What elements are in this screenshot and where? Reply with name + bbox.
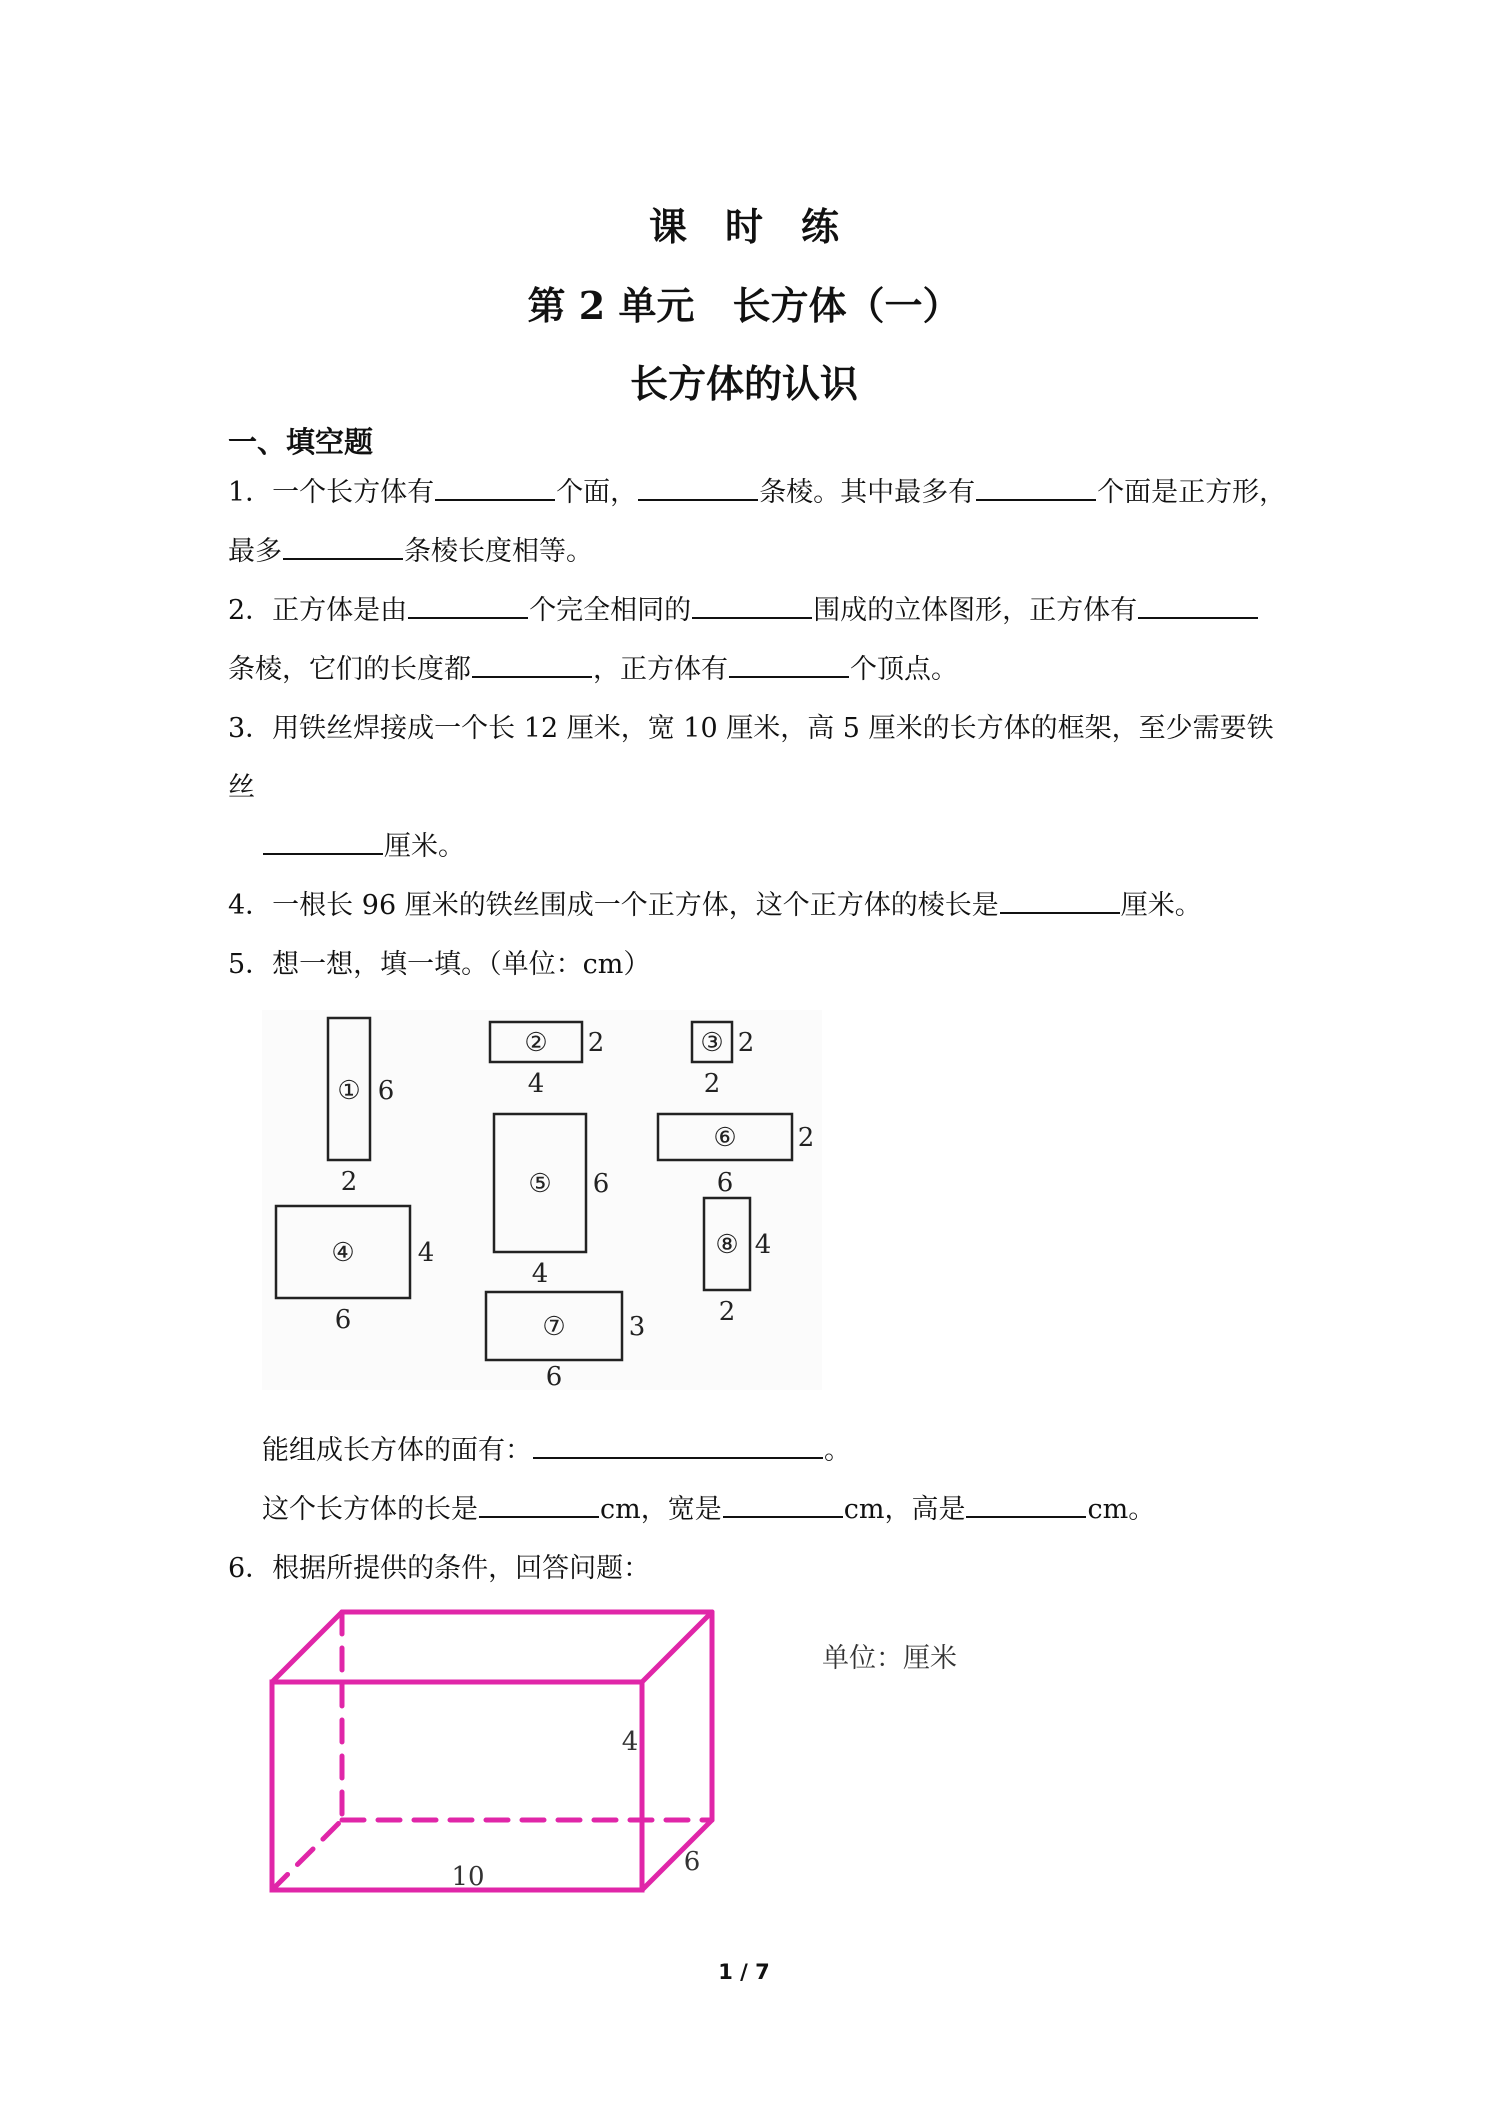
- q1-text: 条棱。其中最多有: [759, 477, 976, 508]
- q5-text: cm，高是: [843, 1494, 966, 1525]
- answer-blank[interactable]: [638, 473, 758, 501]
- q2-text: 条棱，它们的长度都: [228, 654, 471, 685]
- face-height: 3: [628, 1312, 646, 1342]
- face-width: 6: [716, 1168, 734, 1198]
- width-label: 6: [683, 1847, 701, 1877]
- face-label: ③: [700, 1028, 724, 1058]
- question-5-answer-1: [262, 1428, 851, 1467]
- face-label: ⑤: [528, 1169, 552, 1199]
- question-2-line-1: [228, 588, 1259, 627]
- face-width: 2: [718, 1297, 736, 1327]
- question-4: [228, 883, 1202, 922]
- question-3-line-3: [262, 824, 465, 863]
- face-height: 4: [754, 1230, 772, 1260]
- q2-text: 个顶点。: [850, 654, 958, 685]
- q2-text: 围成的立体图形，正方体有: [813, 595, 1138, 626]
- answer-blank[interactable]: [479, 1490, 599, 1518]
- q5-text: 能组成长方体的面有：: [262, 1435, 532, 1466]
- answer-blank[interactable]: [1000, 886, 1120, 914]
- cuboid-figure: [260, 1600, 740, 1900]
- answer-blank[interactable]: [729, 650, 849, 678]
- answer-blank[interactable]: [533, 1431, 823, 1459]
- length-label: 10: [451, 1862, 485, 1892]
- face-width: 6: [545, 1362, 563, 1390]
- face-label: ④: [331, 1238, 355, 1268]
- height-label: 4: [621, 1727, 639, 1757]
- face-width: 6: [334, 1305, 352, 1335]
- answer-blank[interactable]: [1138, 591, 1258, 619]
- faces-figure: [262, 1010, 822, 1390]
- answer-blank[interactable]: [966, 1490, 1086, 1518]
- answer-blank[interactable]: [723, 1490, 843, 1518]
- answer-blank[interactable]: [472, 650, 592, 678]
- lesson-title: 长方体的认识: [629, 361, 858, 406]
- q1-text: 个面是正方形，: [1097, 477, 1287, 508]
- page-number: 1 / 7: [718, 1960, 770, 1984]
- answer-blank[interactable]: [408, 591, 528, 619]
- question-3-line-1: 3．用铁丝焊接成一个长 12 厘米，宽 10 厘米，高 5 厘米的长方体的框架，至少需要铁: [228, 713, 1274, 744]
- face-width: 2: [703, 1069, 721, 1099]
- question-3-line-2: 丝: [228, 772, 255, 803]
- q1-text: 个面，: [556, 477, 638, 508]
- face-height: 6: [377, 1076, 395, 1106]
- face-height: 2: [797, 1123, 815, 1153]
- q2-text: 个完全相同的: [529, 595, 692, 626]
- answer-blank[interactable]: [283, 532, 403, 560]
- face-label: ①: [337, 1076, 361, 1106]
- cuboid-edge: [272, 1612, 342, 1682]
- q3-text: 厘米。: [384, 831, 465, 862]
- face-height: 2: [587, 1028, 605, 1058]
- unit-note: 单位：厘米: [822, 1643, 957, 1674]
- q5-text: 。: [824, 1435, 851, 1466]
- answer-blank[interactable]: [692, 591, 812, 619]
- face-label: ⑦: [542, 1312, 566, 1342]
- question-1-line-1: [228, 470, 1286, 509]
- q5-text: cm。: [1087, 1494, 1156, 1525]
- face-height: 6: [592, 1169, 610, 1199]
- question-5: 5．想一想，填一填。（单位：cm）: [228, 949, 651, 980]
- answer-blank[interactable]: [435, 473, 555, 501]
- face-height: 2: [737, 1028, 755, 1058]
- q5-text: cm，宽是: [600, 1494, 722, 1525]
- question-6: 6．根据所提供的条件，回答问题：: [228, 1553, 651, 1584]
- page-title: 课 时 练: [648, 204, 839, 249]
- cuboid-edge: [642, 1820, 712, 1890]
- q1-text: 最多: [228, 536, 282, 567]
- q4-text: 4．一根长 96 厘米的铁丝围成一个正方体，这个正方体的棱长是: [228, 890, 999, 921]
- question-1-line-2: [228, 529, 593, 568]
- face-label: ⑧: [715, 1230, 739, 1260]
- q2-text: 2．正方体是由: [228, 595, 408, 626]
- q4-text: 厘米。: [1120, 890, 1202, 921]
- question-5-answer-2: [262, 1487, 1155, 1526]
- face-width: 4: [531, 1259, 549, 1289]
- cuboid-front-face: [272, 1682, 642, 1890]
- unit-title: 第 2 单元 长方体（一）: [527, 283, 961, 328]
- cuboid-hidden-edge: [272, 1820, 342, 1890]
- q1-text: 1．一个长方体有: [228, 477, 435, 508]
- q2-text: ，正方体有: [593, 654, 728, 685]
- question-2-line-2: [228, 647, 958, 686]
- answer-blank[interactable]: [976, 473, 1096, 501]
- cuboid-edge: [642, 1612, 712, 1682]
- face-width: 2: [340, 1167, 358, 1197]
- face-width: 4: [527, 1069, 545, 1099]
- q1-text: 条棱长度相等。: [404, 536, 593, 567]
- answer-blank[interactable]: [263, 827, 383, 855]
- face-label: ②: [524, 1028, 548, 1058]
- face-height: 4: [417, 1238, 435, 1268]
- face-label: ⑥: [713, 1123, 737, 1153]
- section-heading: 一、填空题: [228, 425, 374, 459]
- q5-text: 这个长方体的长是: [262, 1494, 478, 1525]
